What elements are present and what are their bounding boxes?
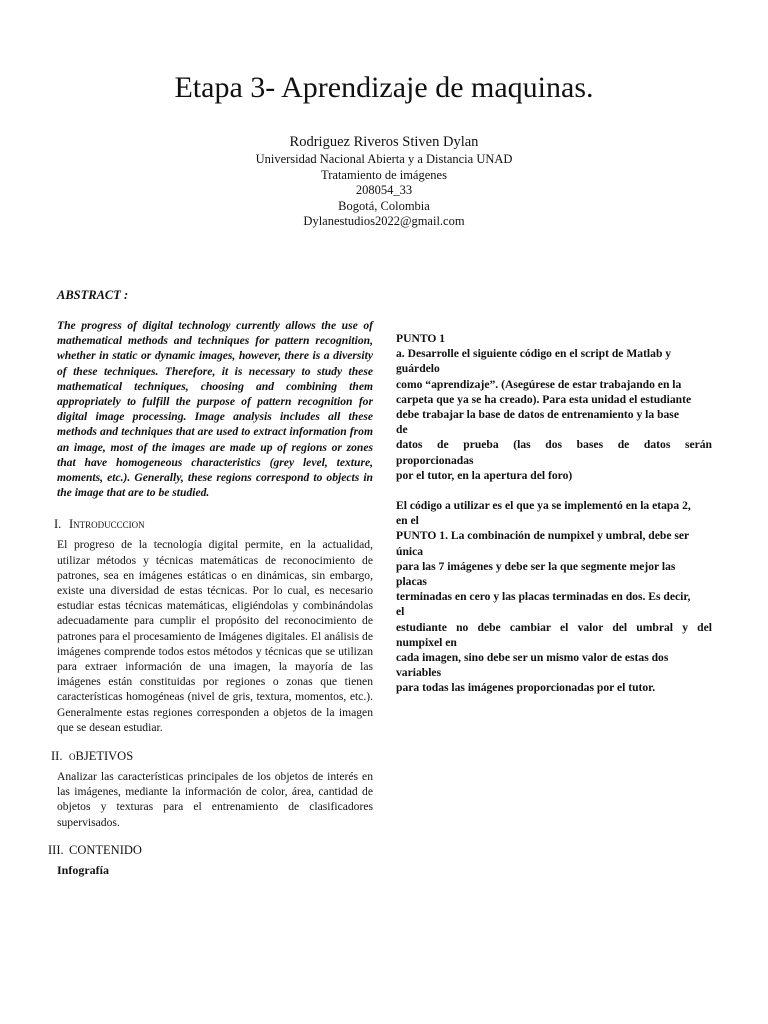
section-heading-intro <box>54 517 373 532</box>
section-heading-objetivos <box>51 749 373 764</box>
punto-line: terminadas en cero y las placas terminadas en dos. Es decir, <box>396 590 691 604</box>
section-heading-contenido <box>48 843 373 858</box>
punto-line: en el <box>396 514 419 528</box>
section-title: oBJETIVOS <box>69 749 134 764</box>
intro-body: El progreso de la tecnología digital permite, en la actualidad, utilizar métodos y técnicas matemáticas de reconocimiento de patrones, sea en imágenes estáticas o en dinámicas, sin embargo, existe una diversidad de estas técnicas. Por lo cual, es necesario estudiar estas técnicas matemáticas, eligiéndolas y combinándolas adecuadamente para cumplir el propósito del reconocimiento de patrones para el procesamiento de Imágenes digitales. El análisis de imágenes comprende todos estos métodos y técnicas que se utilizan para extraer información de una imagen, la mayoría de las imágenes están constituidas por regiones o zonas que tienen características homogéneas (nivel de gris, textura, momentos, etc.). Generalmente estas regiones corresponden a objetos de la imagen que se desean estudiar. <box>57 538 373 734</box>
affiliation-email: Dylanestudios2022@gmail.com <box>303 214 465 228</box>
affiliation-university: Universidad Nacional Abierta y a Distancia UNAD <box>255 152 513 166</box>
punto-line: El código a utilizar es el que ya se implementó en la etapa 2, <box>396 499 691 513</box>
punto-line: única <box>396 544 424 558</box>
punto-line: proporcionadas <box>396 453 474 467</box>
paper-title: Etapa 3- Aprendizaje de maquinas. <box>174 71 594 104</box>
punto-line: guárdelo <box>396 362 440 376</box>
punto-line: por el tutor, en la apertura del foro) <box>396 468 573 482</box>
section-title: Introducccion <box>69 517 145 532</box>
left-column <box>48 288 373 878</box>
punto-line: a. Desarrolle el siguiente código en el script de Matlab y <box>396 347 672 361</box>
affiliation-course: Tratamiento de imágenes <box>321 167 447 182</box>
punto-line: para las 7 imágenes y debe ser la que segmente mejor las <box>396 559 676 573</box>
punto-line: de <box>396 423 408 437</box>
section-title: CONTENIDO <box>69 842 142 857</box>
punto-line: debe trabajar la base de datos de entrenamiento y la base <box>396 408 679 422</box>
punto-line: el <box>396 605 405 619</box>
punto-line: estudiante no debe cambiar el valor del umbral y del <box>396 620 712 634</box>
punto-line: datos de prueba (las dos bases de datos serán <box>396 438 712 452</box>
section-number: I. <box>54 517 62 532</box>
abstract-heading: ABSTRACT : <box>57 288 129 302</box>
section-number: II. <box>51 749 63 764</box>
affiliation-block <box>0 152 768 230</box>
punto-line: como “aprendizaje”. (Asegúrese de estar trabajando en la <box>396 377 682 391</box>
objetivos-body: Analizar las características principales de los objetos de interés en las imágenes, mediante la información de color, área, cantidad de objetos y texturas para el entrenamiento de clasificadores supervisados. <box>57 770 373 829</box>
punto-line: PUNTO 1. La combinación de numpixel y umbral, debe ser <box>396 529 690 543</box>
affiliation-city: Bogotá, Colombia <box>338 198 430 213</box>
punto-line: cada imagen, sino debe ser un mismo valor de estas dos <box>396 651 669 665</box>
abstract-body: The progress of digital technology currently allows the use of mathematical methods and techniques for pattern recognition, whether in static or dynamic images, however, there is a diversity of these techniques. Therefore, it is necessary to study these mathematical techniques, choosing and combining them appropriately to fulfill the purpose of pattern recognition for digital image processing. Image analysis includes all these methods and techniques that are used to extract information from an image, most of the images are made up of regions or zones that have homogeneous characteristics (grey level, texture, moments, etc.). Generally, these regions correspond to objects in the image that are to be studied. <box>57 319 373 500</box>
punto-line: variables <box>396 666 442 680</box>
punto-line: PUNTO 1 <box>396 332 446 345</box>
punto-line: placas <box>396 575 427 589</box>
author-name: Rodriguez Riveros Stiven Dylan <box>289 134 479 150</box>
right-column <box>396 331 712 696</box>
section-number: III. <box>48 842 64 857</box>
paragraph-gap <box>396 483 712 498</box>
punto-line: para todas las imágenes proporcionadas por el tutor. <box>396 681 656 695</box>
punto-line: carpeta que ya se ha creado). Para esta unidad el estudiante <box>396 392 692 406</box>
affiliation-group: 208054_33 <box>355 183 413 197</box>
punto-line: numpixel en <box>396 635 457 649</box>
infografia-subtitle: Infografía <box>57 862 109 877</box>
